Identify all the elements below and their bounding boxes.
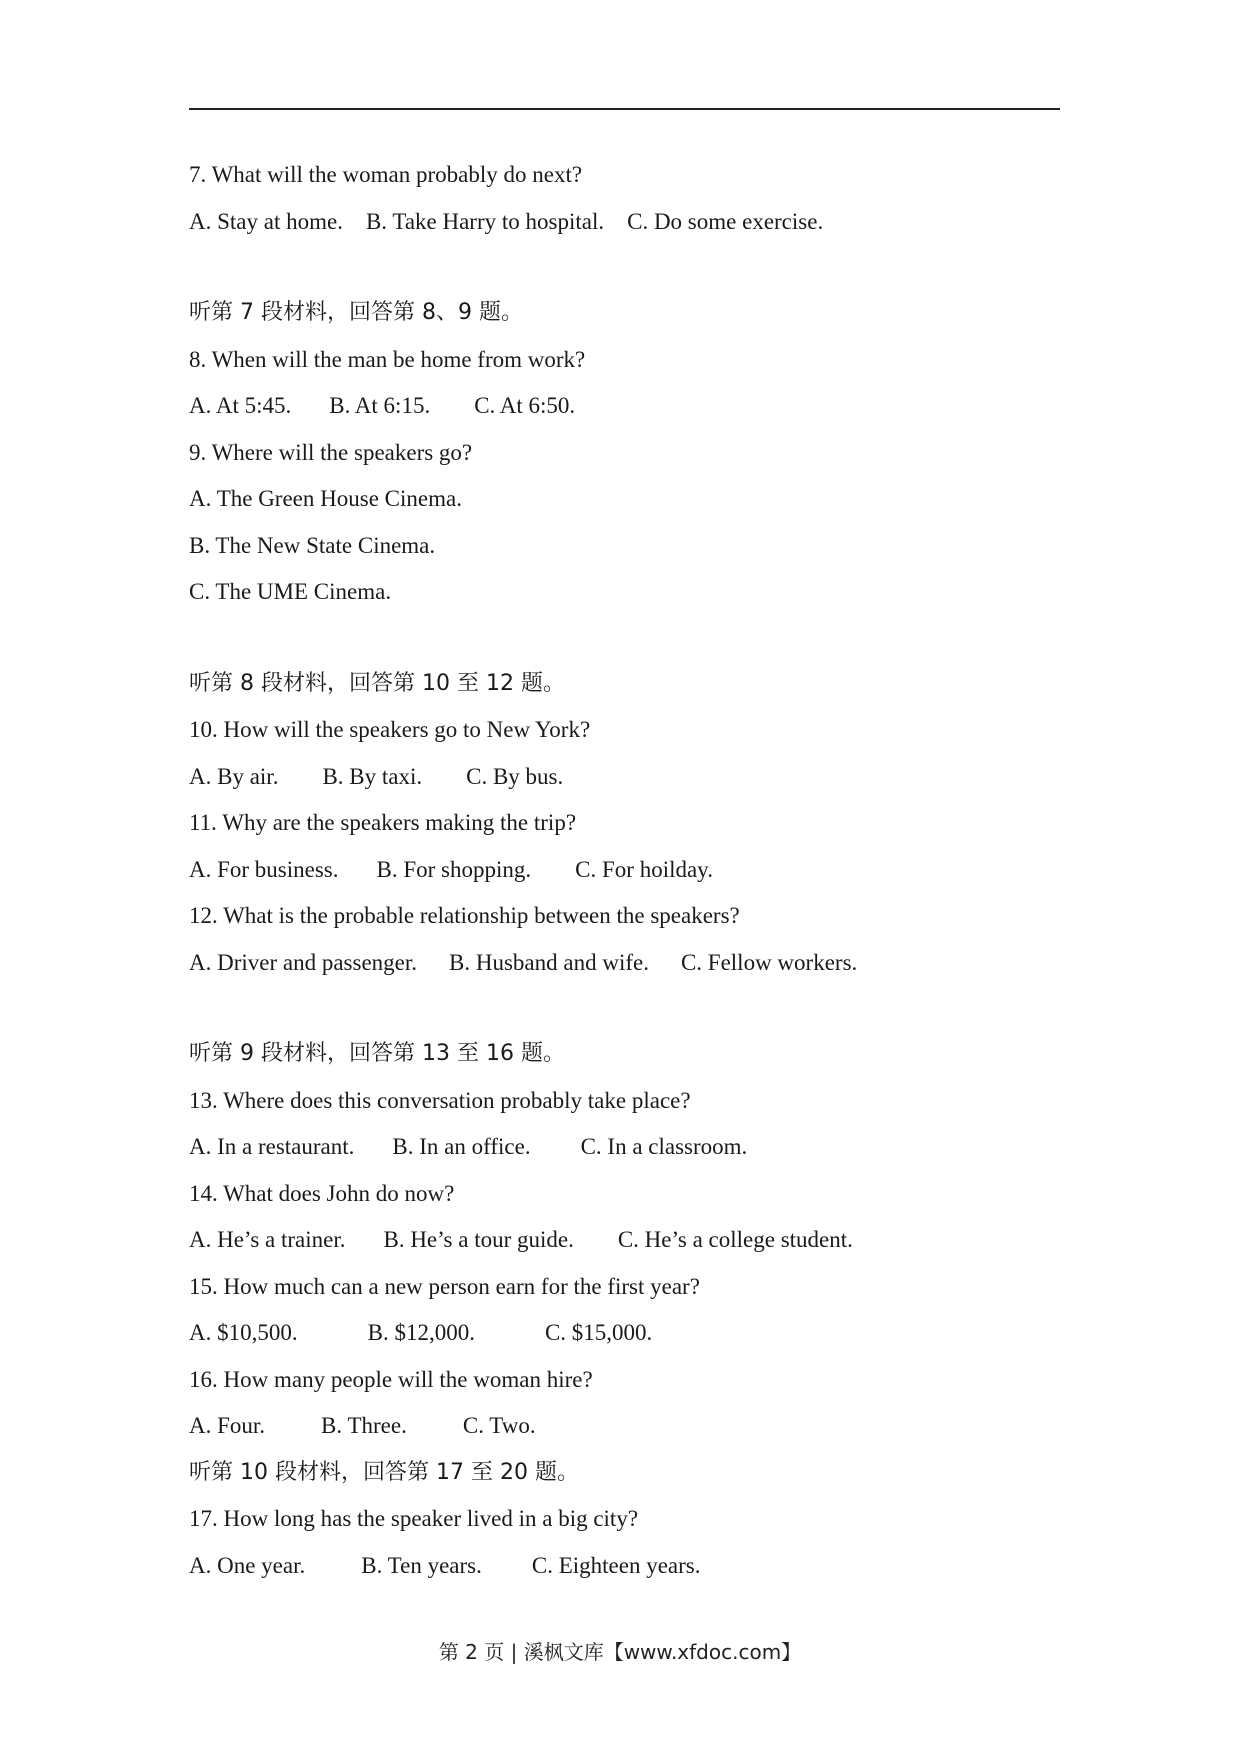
option-a: A. Four. [189,1413,266,1438]
question-stem: 9. Where will the speakers go? [189,439,473,465]
option-b: B. Take Harry to hospital. [365,208,605,234]
option-b: B. Ten years. [361,1552,482,1578]
option-c: C. Eighteen years. [531,1552,701,1578]
question-options [189,1411,1069,1441]
page-footer: 第 2 页 | 溪枫文库【www.xfdoc.com】 [438,1640,802,1664]
option-a: A. He’s a trainer. [189,1227,346,1252]
option-b: B. $12,000. [367,1320,475,1345]
section-header: 听第 8 段材料，回答第 10 至 12 题。 [189,670,565,696]
option-a: A. Driver and passenger. [189,949,418,975]
section [189,298,1069,607]
option-a: A. The Green House Cinema. [189,486,462,511]
section [189,669,1069,978]
option-c: C. The UME Cinema. [189,579,392,604]
question-stem: 16. How many people will the woman hire? [189,1366,593,1392]
question-options [189,1132,1069,1162]
option-b: B. At 6:15. [329,393,431,418]
option-c: C. By bus. [466,763,564,789]
question-options [189,948,1069,978]
question-options [189,207,1069,237]
option-b: B. In an office. [392,1134,531,1159]
question-stem: 14. What does John do now? [189,1180,455,1206]
option-b: B. The New State Cinema. [189,532,436,558]
option-c: C. For hoilday. [575,856,713,882]
exam-content [189,160,1069,1597]
option-b: B. Husband and wife. [449,949,649,975]
question-options [189,762,1069,792]
option-b: B. Three. [321,1413,407,1438]
option-c: C. He’s a college student. [617,1227,853,1252]
section-header: 听第 7 段材料，回答第 8、9 题。 [189,300,523,325]
section-gap [189,994,1069,1039]
question-stem: 13. Where does this conversation probably take place? [189,1087,691,1113]
section-gap [189,624,1069,669]
section [189,1458,1069,1581]
option-b: B. By taxi. [322,763,423,789]
question-stem: 17. How long has the speaker lived in a big city? [189,1506,639,1531]
option-c: C. Two. [462,1413,536,1438]
question-stem: 7. What will the woman probably do next? [189,162,583,187]
option-a: A. For business. [189,856,339,882]
question-stem: 15. How much can a new person earn for the first year? [189,1273,700,1299]
option-b: B. He’s a tour guide. [383,1227,574,1252]
option-c: C. $15,000. [544,1320,653,1345]
option-c: C. Fellow workers. [680,949,858,975]
option-c: C. At 6:50. [474,393,576,418]
section-header: 听第 9 段材料，回答第 13 至 16 题。 [189,1041,565,1066]
header-rule [189,108,1060,110]
question-stem: 12. What is the probable relationship between the speakers? [189,903,740,928]
option-a: A. In a restaurant. [189,1134,355,1159]
option-a: A. $10,500. [189,1320,298,1345]
question-options [189,1318,1069,1348]
option-a: A. At 5:45. [189,393,292,418]
question-stem: 8. When will the man be home from work? [189,346,586,372]
question-options [189,1225,1069,1255]
option-a: A. Stay at home. [189,208,343,234]
option-a: A. By air. [189,763,279,789]
question-options [189,1551,1069,1581]
question-stem: 11. Why are the speakers making the trip? [189,810,577,835]
option-c: C. Do some exercise. [627,208,824,234]
question-options [189,855,1069,885]
section [189,160,1069,237]
option-a: A. One year. [189,1552,306,1578]
question-options [189,391,1069,421]
option-b: B. For shopping. [376,856,532,882]
section-header: 听第 10 段材料，回答第 17 至 20 题。 [189,1459,579,1485]
option-c: C. In a classroom. [580,1134,748,1159]
section-gap [189,253,1069,298]
section [189,1039,1069,1441]
question-stem: 10. How will the speakers go to New York? [189,717,591,742]
